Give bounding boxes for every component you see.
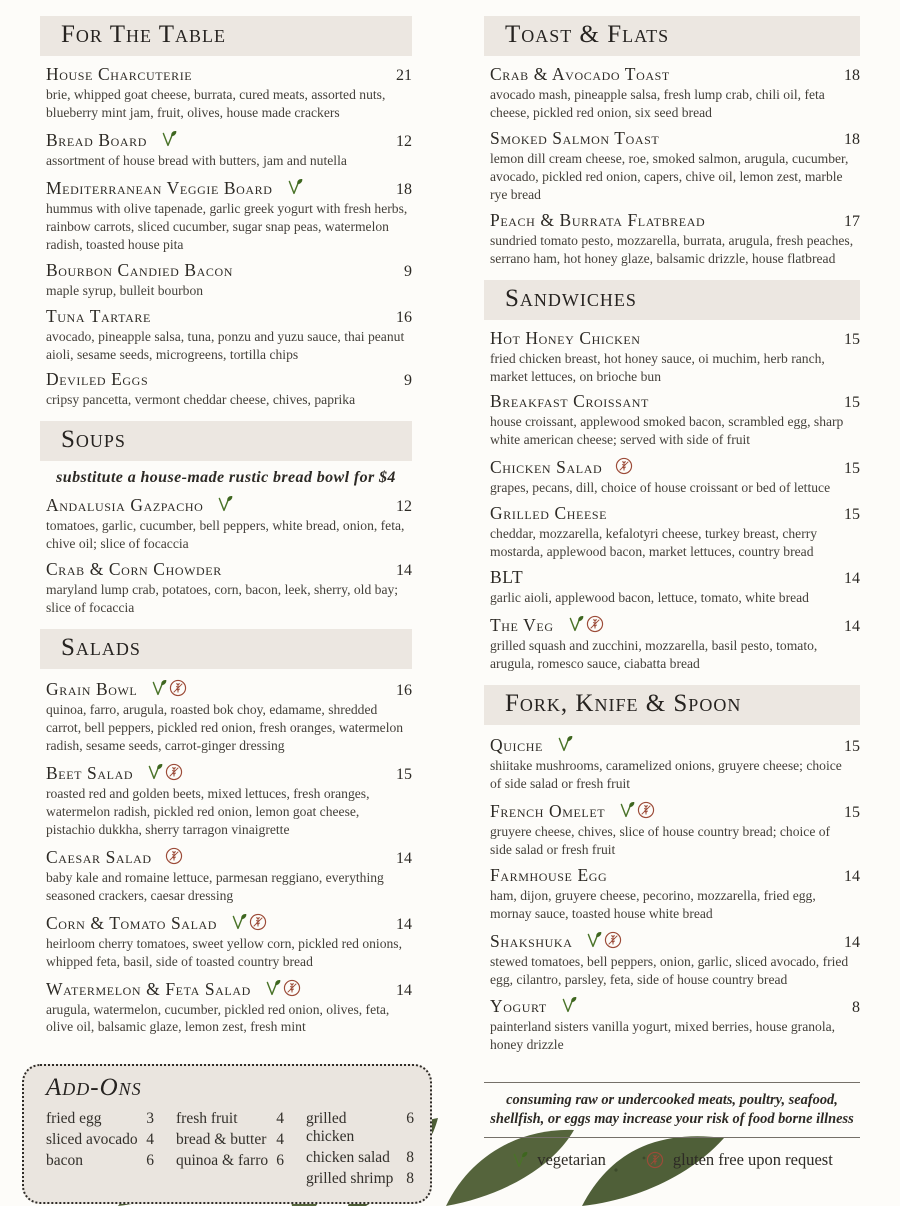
gluten-free-icon (586, 615, 604, 633)
item-description: tomatoes, garlic, cucumber, bell peppers, white bread, onion, feta, chive oil; slice of focaccia (46, 518, 405, 552)
menu-item (484, 391, 860, 449)
addons-grid (46, 1110, 414, 1188)
menu-item-row (40, 845, 412, 868)
menu-item (484, 865, 860, 923)
section-note: substitute a house-made rustic bread bowl for $4 (56, 469, 396, 487)
addon-price: 6 (146, 1152, 154, 1170)
item-description: avocado, pineapple salsa, tuna, ponzu and yuzu sauce, thai peanut aioli, sesame seeds, microgreens, tortilla chips (46, 328, 405, 362)
item-icons (560, 996, 577, 1014)
addon-name: grilled shrimp (306, 1170, 394, 1188)
item-name: Crab & Avocado Toast (490, 64, 670, 84)
gluten-free-icon (165, 847, 183, 865)
item-price: 8 (852, 999, 860, 1017)
legend-gluten-free (646, 1150, 833, 1170)
item-price: 21 (396, 67, 412, 84)
addon-price: 4 (276, 1131, 284, 1149)
item-name: Hot Honey Chicken (490, 327, 641, 348)
item-name: Grilled Cheese (490, 503, 608, 524)
menu-section (40, 629, 412, 1036)
vegetarian-icon (560, 996, 577, 1014)
gluten-free-icon (165, 763, 183, 781)
menu-item-row (40, 64, 412, 85)
addon-item (176, 1152, 284, 1170)
menu-item (40, 128, 412, 170)
menu-item-row (484, 64, 860, 85)
item-name: Bourbon Candied Bacon (46, 259, 234, 280)
item-name: Deviled Eggs (46, 369, 149, 390)
item-name: The Veg (490, 615, 554, 636)
item-description: sundried tomato pesto, mozzarella, burrata, arugula, fresh peaches, serrano ham, hot honey glaze, balsamic drizzle, house flatbread (490, 232, 854, 266)
vegetarian-icon (230, 913, 247, 931)
addon-name: fresh fruit (176, 1110, 238, 1128)
item-name: House Charcuterie (46, 64, 193, 84)
item-description: arugula, watermelon, cucumber, pickled red onion, olives, feta, olive oil, balsamic glaze, lemon zest, fresh mint (46, 1001, 390, 1035)
menu-item (40, 260, 412, 300)
addons-column (306, 1110, 414, 1188)
addon-price: 3 (146, 1110, 154, 1128)
item-name: Breakfast Croissant (490, 391, 649, 412)
menu-section (484, 685, 860, 1054)
gluten-free-icon (604, 931, 622, 949)
menu-item-row (40, 369, 412, 390)
item-name: Andalusia Gazpacho (46, 495, 204, 516)
menu-item-row (484, 733, 860, 756)
item-name: Crab & Corn Chowder (46, 559, 222, 580)
item-price: 15 (844, 803, 860, 821)
addon-name: bacon (46, 1152, 84, 1170)
addon-item (46, 1131, 154, 1149)
vegetarian-icon (286, 178, 303, 196)
item-description: house croissant, applewood smoked bacon, scrambled egg, sharp white american cheese; served with side of fruit (490, 414, 844, 448)
menu-footer (484, 1076, 860, 1170)
section-title: Fork, Knife & Spoon (484, 685, 860, 725)
menu-item (484, 733, 860, 793)
item-price: 14 (396, 981, 412, 999)
gluten-free-icon (615, 457, 633, 475)
menu-item (484, 64, 860, 122)
item-price: 18 (844, 130, 860, 148)
item-price: 18 (844, 67, 860, 84)
item-description: ham, dijon, gruyere cheese, pecorino, mozzarella, fried egg, mornay sauce, toasted house white bread (490, 887, 816, 921)
item-price: 15 (844, 330, 860, 348)
addon-item (176, 1131, 284, 1149)
addon-price: 4 (146, 1131, 154, 1149)
menu-item-row (40, 260, 412, 281)
item-description: garlic aioli, applewood bacon, lettuce, tomato, white bread (490, 590, 809, 606)
menu-item-row (40, 677, 412, 700)
item-description: lemon dill cream cheese, roe, smoked salmon, arugula, cucumber, avocado, pickled red onion, capers, chive oil, lemon zest, marble rye bread (490, 150, 849, 202)
item-name: Bread Board (46, 129, 147, 150)
item-description: grapes, pecans, dill, choice of house croissant or bed of lettuce (490, 480, 831, 496)
divider-top (484, 1082, 860, 1083)
divider-bottom (484, 1137, 860, 1138)
menu-item-row (484, 567, 860, 588)
item-icons (567, 615, 604, 633)
item-description: heirloom cherry tomatoes, sweet yellow corn, pickled red onions, whipped feta, basil, side of toasted country bread (46, 935, 402, 969)
item-description: avocado mash, pineapple salsa, fresh lump crab, chili oil, feta cheese, pickled red onion, six seed bread (490, 87, 825, 120)
item-icons (216, 495, 233, 513)
menu-item (484, 613, 860, 673)
addon-name: grilled chicken (306, 1110, 355, 1146)
menu-item-row (484, 391, 860, 412)
item-price: 14 (844, 618, 860, 636)
item-icons (160, 130, 177, 148)
vegetarian-icon (567, 615, 584, 633)
addon-price: 8 (406, 1149, 414, 1167)
menu-item (40, 176, 412, 254)
addon-name: bread & butter (176, 1131, 267, 1149)
menu-item-row (484, 210, 860, 231)
menu-section (40, 16, 412, 409)
legend-gluten-free-label: gluten free upon request (672, 1150, 833, 1170)
item-price: 9 (404, 372, 412, 390)
menu-item (40, 977, 412, 1037)
addon-name: quinoa & farro (176, 1152, 269, 1170)
menu-item (40, 559, 412, 617)
item-icons (146, 763, 183, 781)
item-icons (286, 178, 303, 196)
item-name: Chicken Salad (490, 457, 603, 478)
addon-price: 8 (406, 1170, 414, 1188)
addon-item (306, 1110, 414, 1146)
item-name: Caesar Salad (46, 846, 152, 867)
item-description: cripsy pancetta, vermont cheddar cheese, chives, paprika (46, 392, 356, 408)
menu-item-row (40, 977, 412, 1000)
addons-box (22, 1064, 432, 1204)
item-name: Farmhouse Egg (490, 864, 608, 885)
menu-item-row (40, 911, 412, 934)
item-name: Smoked Salmon Toast (490, 127, 660, 148)
vegetarian-icon (216, 495, 233, 513)
menu-item (484, 328, 860, 386)
gluten-free-icon (249, 913, 267, 931)
item-price: 14 (396, 562, 412, 580)
item-description: baby kale and romaine lettuce, parmesan reggiano, everything seasoned crackers, caesar dressing (46, 869, 384, 903)
left-column (40, 16, 412, 1204)
menu-item-row (484, 929, 860, 952)
menu-item (40, 677, 412, 755)
menu-item (40, 911, 412, 971)
menu-section (484, 280, 860, 673)
addons-title: Add-Ons (46, 1074, 142, 1102)
item-description: shiitake mushrooms, caramelized onions, gruyere cheese; choice of side salad or fresh fruit (490, 757, 842, 791)
menu-item-row (484, 503, 860, 524)
item-name: Peach & Burrata Flatbread (490, 209, 706, 230)
addon-price: 4 (276, 1110, 284, 1128)
menu-item-row (484, 128, 860, 149)
menu-item (484, 210, 860, 268)
addon-price: 6 (276, 1152, 284, 1170)
menu-item (484, 128, 860, 204)
menu-item (40, 493, 412, 553)
item-icons (230, 913, 267, 931)
menu-item (40, 761, 412, 839)
item-price: 16 (396, 308, 412, 326)
addon-item (306, 1170, 414, 1188)
item-description: maple syrup, bulleit bourbon (46, 282, 204, 298)
item-description: grilled squash and zucchini, mozzarella, basil pesto, tomato, arugula, romesco sauce, ciabatta bread (490, 638, 818, 671)
addons-column (176, 1110, 284, 1188)
menu-item-row (40, 761, 412, 784)
right-column (484, 16, 860, 1204)
vegetarian-icon (585, 931, 602, 949)
menu-item-row (40, 176, 412, 199)
item-name: BLT (490, 567, 524, 588)
vegetarian-icon (150, 679, 167, 697)
item-price: 14 (396, 849, 412, 867)
item-name: Grain Bowl (46, 679, 138, 700)
item-description: cheddar, mozzarella, kefalotyri cheese, turkey breast, cherry mostarda, applewood bacon, market lettuces, country bread (490, 526, 818, 560)
menu-item-row (484, 865, 860, 886)
menu-item (40, 845, 412, 905)
addon-name: sliced avocado (46, 1131, 138, 1149)
section-title: Sandwiches (484, 280, 860, 320)
item-price: 18 (396, 180, 412, 198)
gluten-free-icon (283, 979, 301, 997)
item-name: Mediterranean Veggie Board (46, 177, 273, 198)
item-price: 14 (844, 867, 860, 885)
addon-name: fried egg (46, 1110, 102, 1128)
menu-item-row (484, 455, 860, 478)
menu-section (484, 16, 860, 268)
item-name: Yogurt (490, 996, 547, 1017)
menu-item-row (40, 128, 412, 151)
menu-item (40, 64, 412, 122)
item-icons (150, 679, 187, 697)
addon-item (176, 1110, 284, 1128)
item-price: 14 (844, 933, 860, 951)
item-description: maryland lump crab, potatoes, corn, bacon, leek, sherry, old bay; slice of focaccia (46, 582, 399, 616)
item-name: French Omelet (490, 800, 606, 821)
addon-item (46, 1152, 154, 1170)
item-description: brie, whipped goat cheese, burrata, cured meats, assorted nuts, blueberry mint jam, fruit, olives, house made crackers (46, 87, 386, 120)
section-title: For The Table (40, 16, 412, 56)
item-description: hummus with olive tapenade, garlic greek yogurt with fresh herbs, rainbow carrots, sliced cucumber, sugar snap peas, watermelon radish, toasted house pita (46, 200, 408, 252)
item-icons (618, 801, 655, 819)
item-description: roasted red and golden beets, mixed lettuces, fresh oranges, watermelon radish, pickled red onion, lemon goat cheese, pistachio dukkha, sherry tarragon vinaigrette (46, 785, 370, 837)
menu-item-row (484, 328, 860, 349)
addon-price: 6 (406, 1110, 414, 1128)
vegetarian-icon (511, 1151, 528, 1169)
item-name: Beet Salad (46, 762, 134, 783)
menu-item (40, 369, 412, 409)
item-description: stewed tomatoes, bell peppers, onion, garlic, sliced avocado, fried egg, cilantro, parsley, feta, side of house country bread (490, 953, 849, 987)
menu-item (40, 306, 412, 364)
menu-item (484, 929, 860, 989)
legend-vegetarian (511, 1150, 606, 1170)
menu-item (484, 994, 860, 1054)
item-name: Corn & Tomato Salad (46, 912, 218, 933)
item-price: 12 (396, 498, 412, 516)
menu-item-row (484, 613, 860, 636)
disclaimer-text: consuming raw or undercooked meats, poultry, seafood, shellfish, or eggs may increase your risk of food borne illness (490, 1092, 854, 1128)
item-name: Shakshuka (490, 930, 573, 951)
item-price: 12 (396, 132, 412, 150)
menu-item (484, 455, 860, 497)
item-price: 15 (844, 506, 860, 524)
menu-item (484, 799, 860, 859)
legend (484, 1150, 860, 1170)
section-title: Toast & Flats (484, 16, 860, 56)
item-icons (264, 979, 301, 997)
section-title: Salads (40, 629, 412, 669)
item-name: Quiche (490, 734, 543, 755)
item-icons (585, 931, 622, 949)
item-price: 14 (844, 570, 860, 588)
vegetarian-icon (146, 763, 163, 781)
item-icons (615, 457, 633, 475)
addon-item (306, 1149, 414, 1167)
item-price: 17 (844, 212, 860, 230)
item-description: assortment of house bread with butters, jam and nutella (46, 152, 347, 168)
item-icons (165, 847, 183, 865)
addons-column (46, 1110, 154, 1188)
gluten-free-icon (646, 1151, 664, 1169)
item-description: fried chicken breast, hot honey sauce, oi muchim, herb ranch, market lettuces, on brioche bun (490, 350, 825, 384)
vegetarian-icon (618, 801, 635, 819)
menu-item-row (40, 493, 412, 516)
menu-section (40, 421, 412, 617)
item-price: 16 (396, 682, 412, 700)
item-name: Tuna Tartare (46, 305, 151, 326)
gluten-free-icon (637, 801, 655, 819)
item-price: 15 (844, 394, 860, 412)
menu-item-row (40, 559, 412, 580)
vegetarian-icon (556, 735, 573, 753)
item-name: Watermelon & Feta Salad (46, 978, 251, 999)
item-description: gruyere cheese, chives, slice of house country bread; choice of side salad or fresh fruit (490, 823, 831, 857)
menu-item-row (40, 306, 412, 327)
section-title: Soups (40, 421, 412, 461)
menu-item (484, 567, 860, 607)
item-icons (556, 735, 573, 753)
item-price: 15 (844, 737, 860, 755)
vegetarian-icon (264, 979, 281, 997)
item-price: 15 (396, 765, 412, 783)
vegetarian-icon (160, 130, 177, 148)
menu-item-row (484, 799, 860, 822)
item-price: 14 (396, 915, 412, 933)
item-description: painterland sisters vanilla yogurt, mixed berries, house granola, honey drizzle (490, 1019, 836, 1053)
menu-item-row (484, 994, 860, 1017)
item-price: 15 (844, 460, 860, 478)
item-description: quinoa, farro, arugula, roasted bok choy, edamame, shredded carrot, bell peppers, pickled red onion, fresh oranges, watermelon radish, sesame seeds, carrot-ginger dressing (46, 702, 404, 753)
menu-item (484, 503, 860, 561)
gluten-free-icon (169, 679, 187, 697)
addon-name: chicken salad (306, 1149, 390, 1167)
legend-vegetarian-label: vegetarian (537, 1150, 606, 1170)
item-price: 9 (404, 262, 412, 280)
addon-item (46, 1110, 154, 1128)
